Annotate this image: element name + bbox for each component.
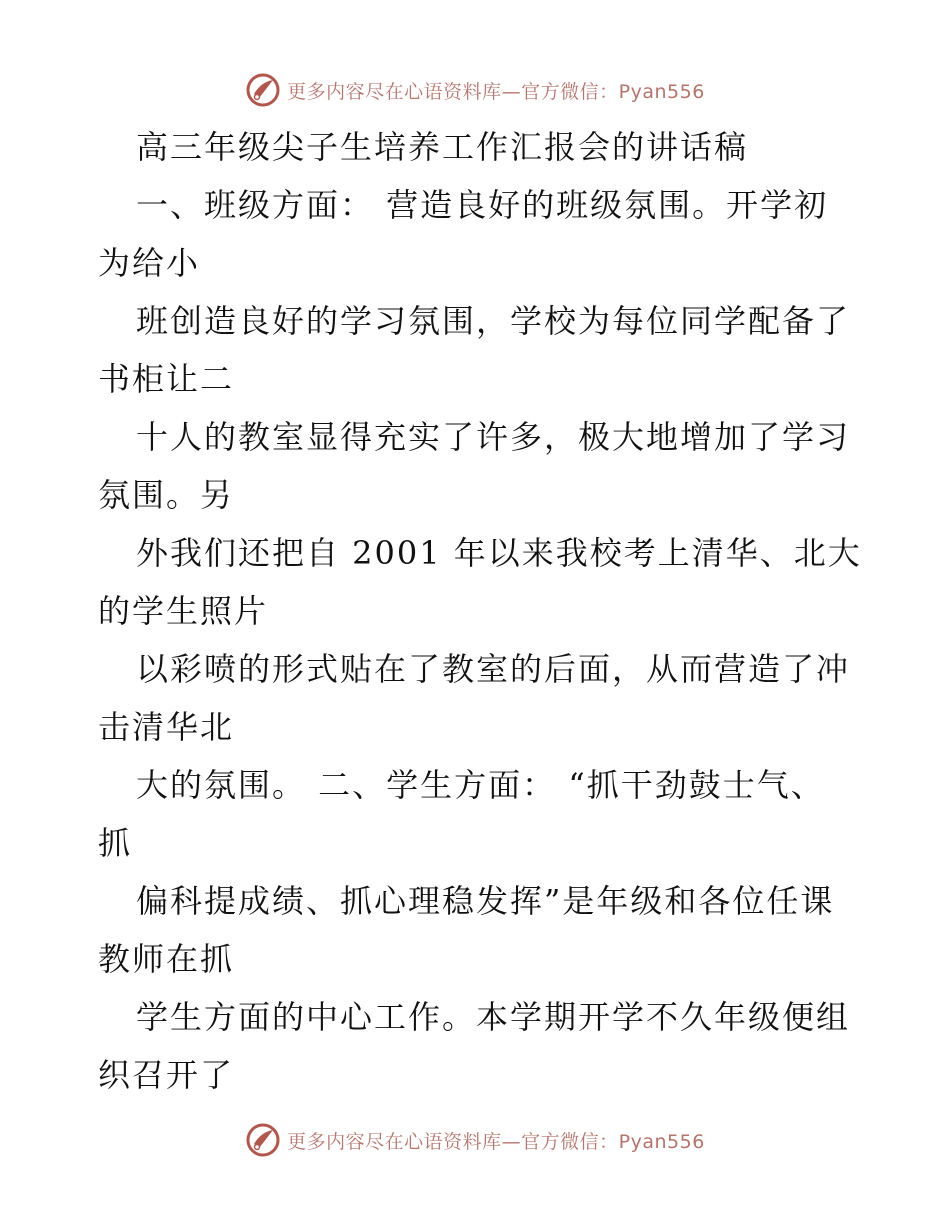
logo-icon: [245, 1122, 281, 1158]
text-line: 击清华北: [98, 708, 235, 746]
text-line: 学生方面的中心工作。本学期开学不久年级便组: [136, 998, 851, 1036]
text-line: 抓: [98, 824, 133, 862]
header-banner: [0, 70, 950, 110]
logo-icon: [245, 72, 281, 108]
text-line: 外我们还把自 2001 年以来我校考上清华、北大: [136, 534, 862, 572]
text-line: 织召开了: [98, 1056, 235, 1094]
text-line: 的学生照片: [98, 592, 269, 630]
text-line: 十人的教室显得充实了许多，极大地增加了学习: [136, 418, 851, 456]
text-line: 班创造良好的学习氛围，学校为每位同学配备了: [136, 302, 851, 340]
banner-text: 更多内容尽在心语资料库—官方微信：Pyan556: [287, 80, 705, 103]
text-line: 为给小: [98, 244, 201, 282]
text-line: 大的氛围。 二、学生方面： “抓干劲鼓士气、: [136, 766, 825, 804]
text-line: 以彩喷的形式贴在了教室的后面，从而营造了冲: [136, 650, 851, 688]
footer-banner: [0, 1120, 950, 1160]
banner-text: 更多内容尽在心语资料库—官方微信：Pyan556: [287, 1130, 705, 1153]
text-line: 教师在抓: [98, 940, 235, 978]
text-line: 一、班级方面： 营造良好的班级氛围。开学初: [136, 186, 829, 224]
text-line: 高三年级尖子生培养工作汇报会的讲话稿: [136, 128, 749, 166]
text-line: 书柜让二: [98, 360, 235, 398]
document-body: [98, 118, 862, 1104]
text-line: 偏科提成绩、抓心理稳发挥”是年级和各位任课: [136, 882, 835, 920]
text-line: 氛围。另: [98, 476, 235, 514]
